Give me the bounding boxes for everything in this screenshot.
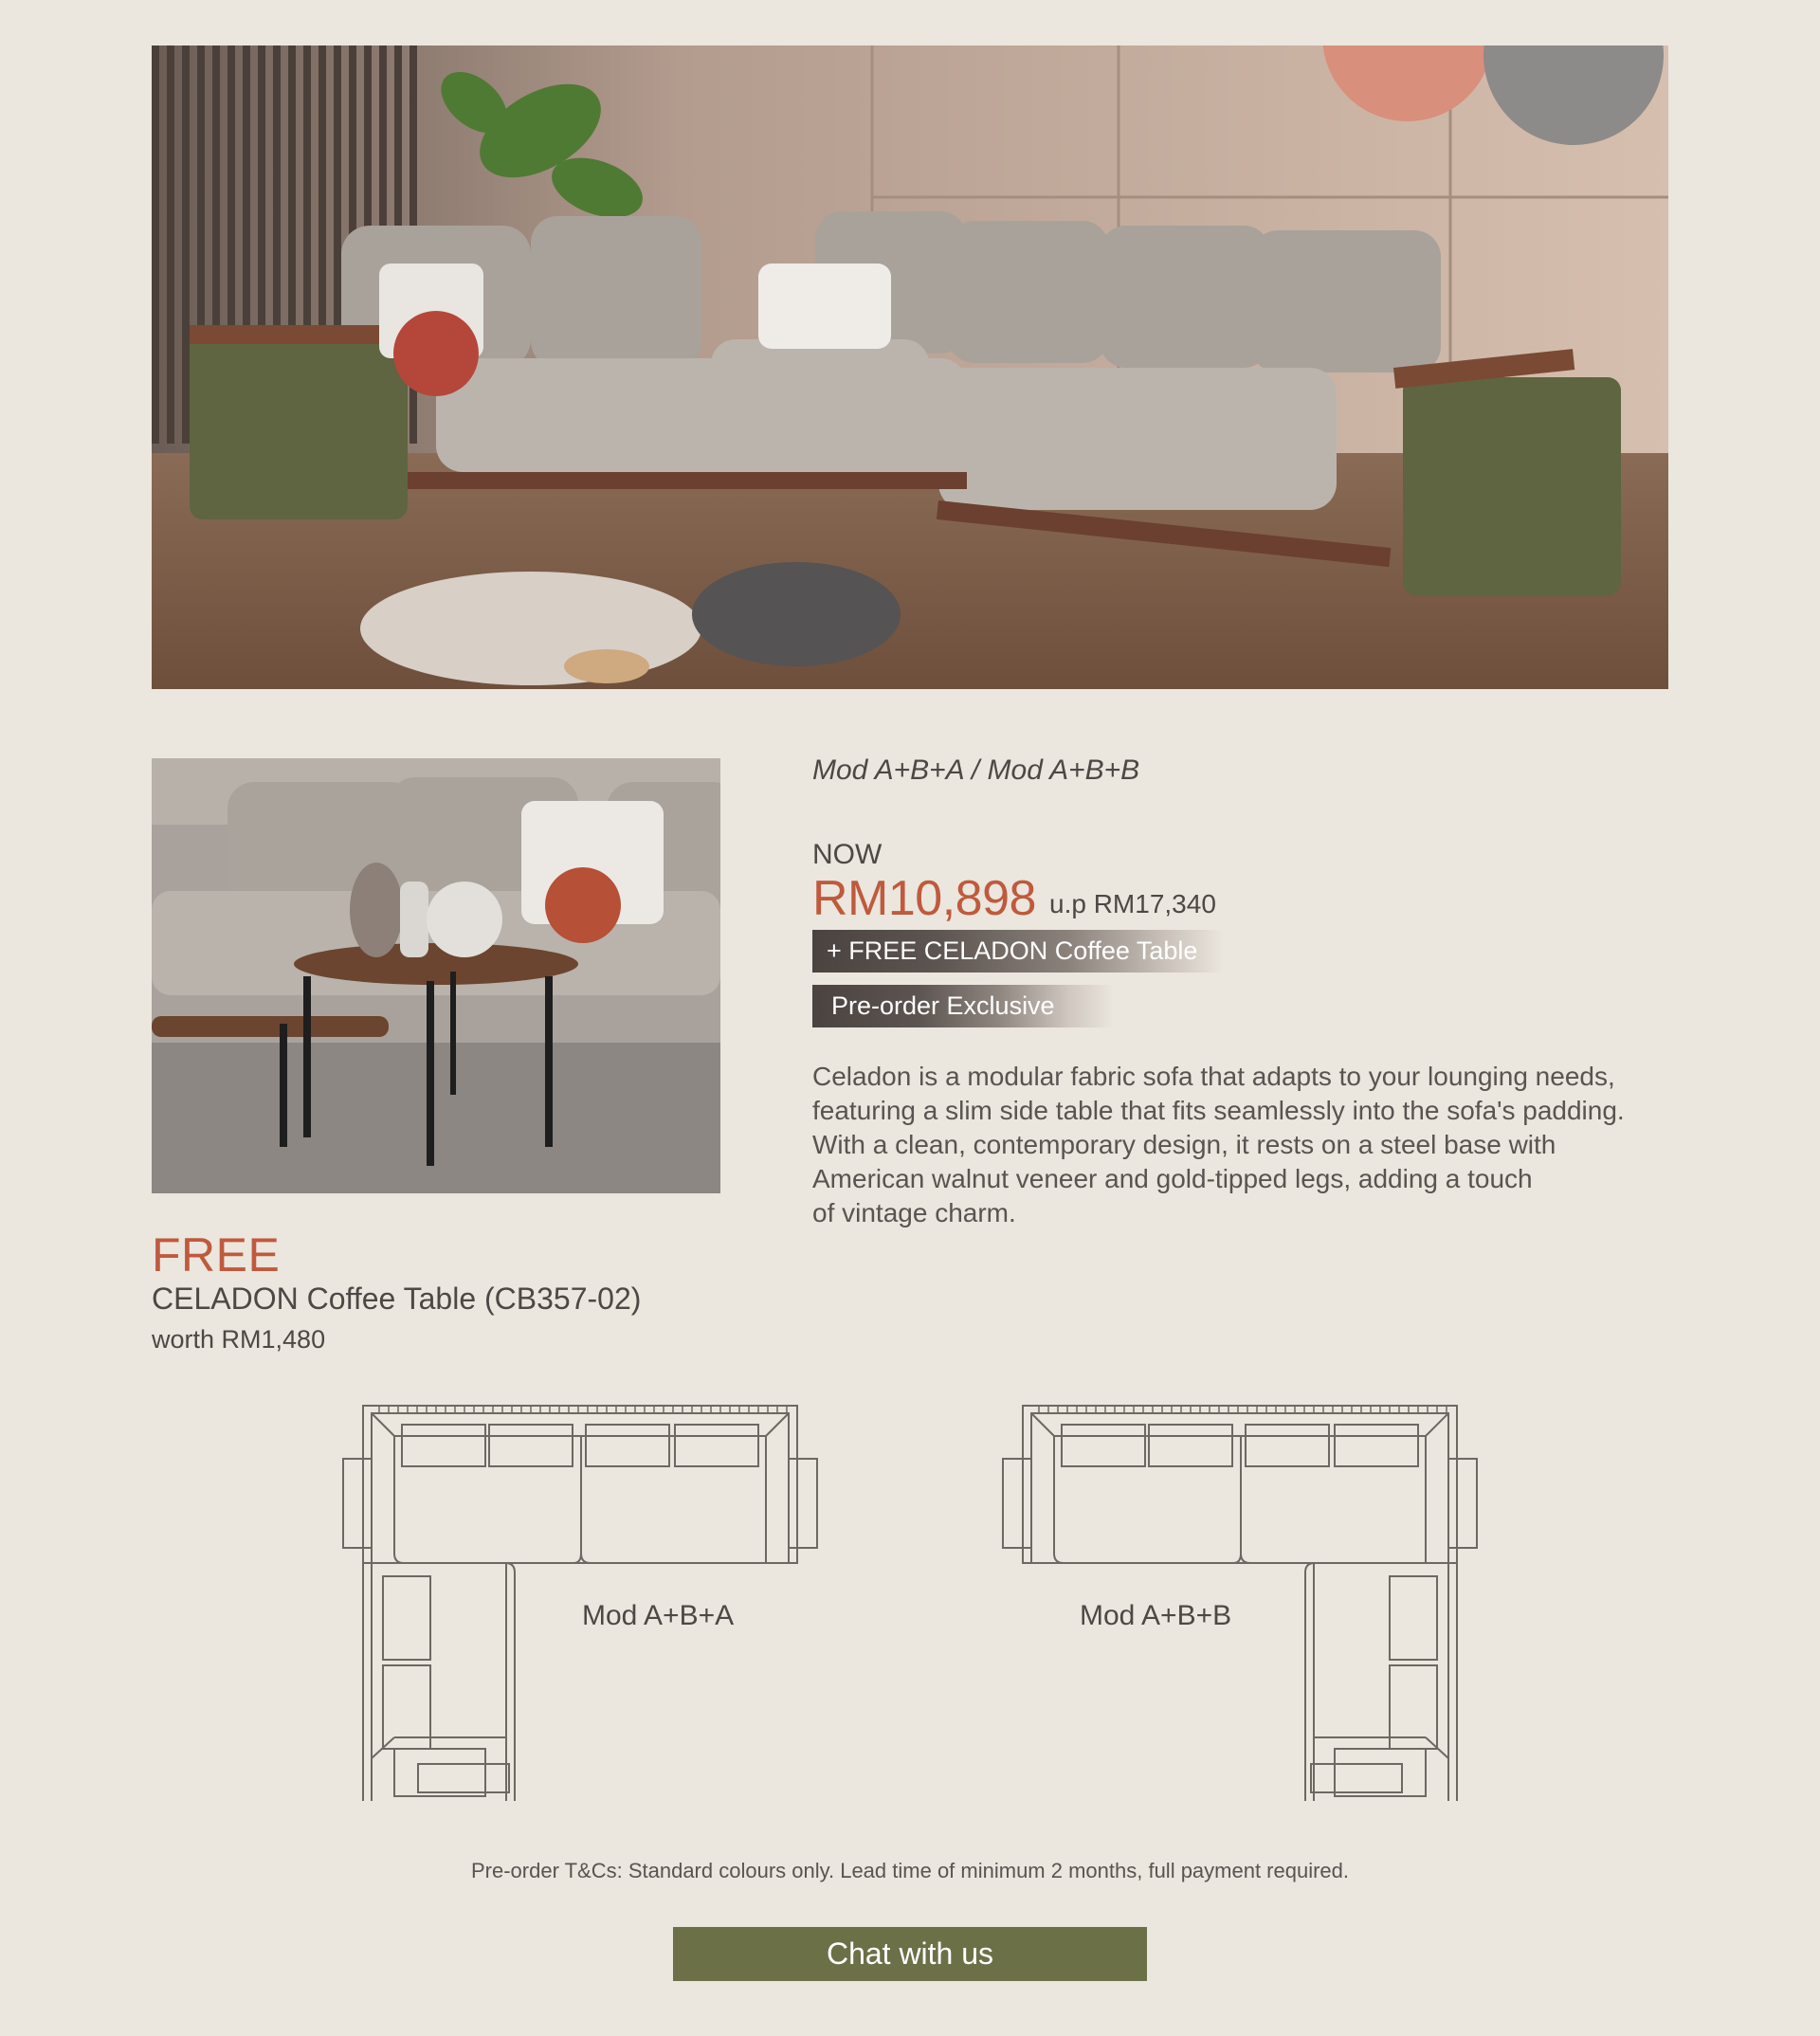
- preorder-terms: Pre-order T&Cs: Standard colours only. Lead time of minimum 2 months, full payment required.: [470, 1859, 1350, 1882]
- diagram-mod-aba: [332, 1398, 825, 1801]
- floorplan-abb-drawing: [992, 1398, 1484, 1801]
- free-item-name: CELADON Coffee Table (CB357-02): [152, 1282, 642, 1316]
- description-line: featuring a slim side table that fits seamlessly into the sofa's padding.: [812, 1096, 1625, 1125]
- product-description: [812, 1060, 1665, 1230]
- floorplan-aba-drawing: [332, 1398, 825, 1801]
- free-item-worth: worth RM1,480: [152, 1325, 326, 1354]
- chat-button[interactable]: Chat with us: [673, 1927, 1147, 1981]
- sale-price: RM10,898: [812, 871, 1036, 926]
- description-line: of vintage charm.: [812, 1198, 1016, 1227]
- now-label: NOW: [812, 839, 883, 870]
- hero-image: [152, 45, 1668, 689]
- description-line: With a clean, contemporary design, it rests on a steel base with: [812, 1130, 1556, 1159]
- free-gift-badge: + FREE CELADON Coffee Table: [812, 930, 1224, 973]
- hero-sofa-illustration: [152, 45, 1668, 689]
- coffee-table-image: [152, 758, 720, 1193]
- usual-price: u.p RM17,340: [1049, 889, 1216, 918]
- diagram-label-abb: Mod A+B+B: [1080, 1600, 1232, 1631]
- description-line: Celadon is a modular fabric sofa that adapts to your lounging needs,: [812, 1062, 1615, 1091]
- free-label: FREE: [152, 1228, 281, 1282]
- variant-options: Mod A+B+A / Mod A+B+B: [812, 754, 1140, 786]
- coffee-table-illustration: [152, 758, 720, 1193]
- diagram-label-aba: Mod A+B+A: [582, 1600, 735, 1631]
- diagram-mod-abb: [992, 1398, 1484, 1801]
- preorder-badge: Pre-order Exclusive: [812, 985, 1114, 1027]
- description-line: American walnut veneer and gold-tipped legs, adding a touch: [812, 1164, 1533, 1193]
